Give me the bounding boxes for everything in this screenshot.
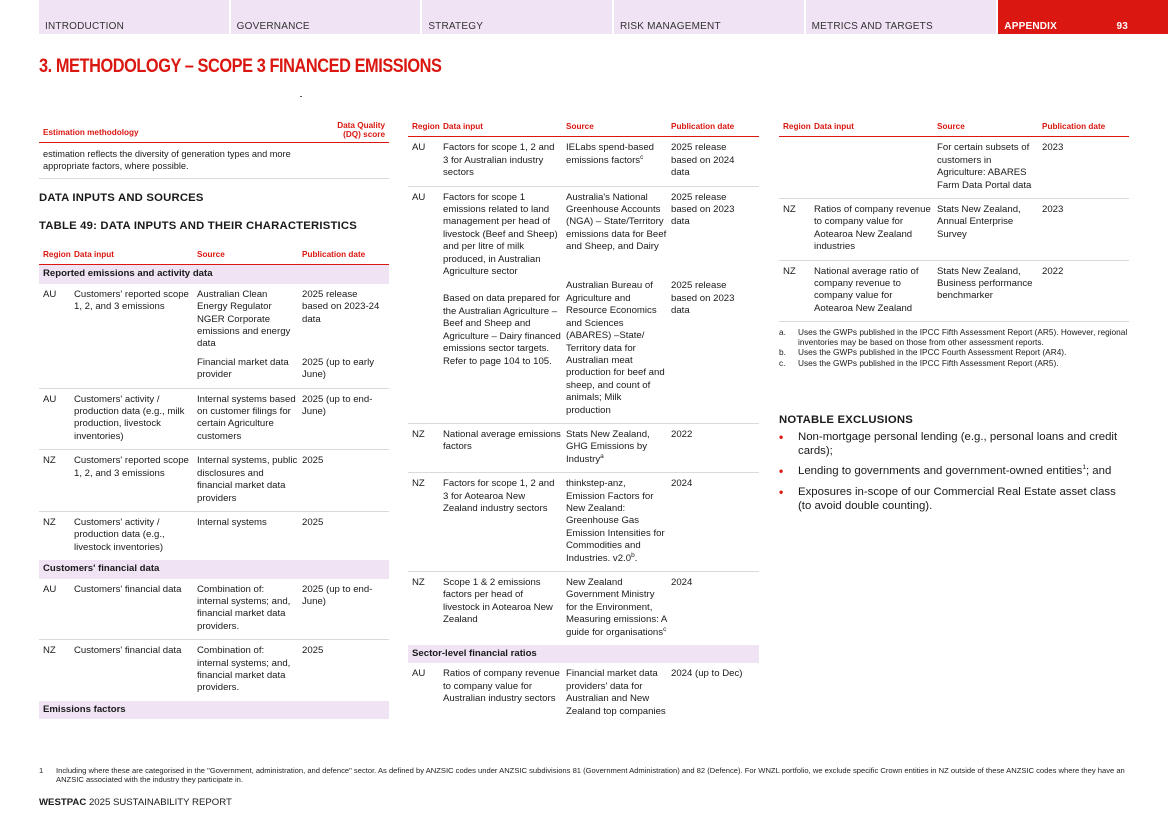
header-source: Source <box>197 250 225 259</box>
page-number: 93 <box>1116 21 1128 32</box>
bullet-icon: • <box>779 430 784 444</box>
section-sector-level-financial-ratios: Sector-level financial ratios <box>408 645 759 663</box>
cell-data-input: Customers' financial data <box>74 583 182 595</box>
bullet-icon: • <box>779 484 784 499</box>
source-footnote-marker: a <box>600 452 604 460</box>
cell-source: Combination of: internal systems; and, financial market data providers. <box>197 583 291 632</box>
note-label: a. <box>779 327 786 337</box>
source-text: Stats New Zealand, GHG Emissions by Industry <box>566 428 650 465</box>
cell-date: 2025 release based on 2023 data <box>671 191 735 228</box>
cell-data-input: Factors for scope 1, 2 and 3 for Australian industry sectors <box>443 142 555 179</box>
cell-data-input: Ratios of company revenue to company value for Australian industry sectors <box>443 668 560 705</box>
cell-date: 2022 <box>1042 265 1064 277</box>
bullet-icon: • <box>779 464 784 479</box>
tab-risk-management[interactable]: RISK MANAGEMENT <box>614 0 804 34</box>
cell-source: Stats New Zealand, Annual Enterprise Survey <box>937 204 1021 240</box>
note-text: Uses the GWPs published in the IPCC Fourth Assessment Report (AR4). <box>798 347 1067 358</box>
source-text: New Zealand Government Ministry for the Environment, Measuring emissions: A guide for organisations <box>566 577 667 638</box>
cell-source: Internal systems <box>197 516 267 528</box>
cell-date: 2024 <box>671 478 693 490</box>
exclusion-text: Exposures in-scope of our Commercial Real Estate asset class (to avoid double counting). <box>798 485 1116 512</box>
source-text: IELabs spend-based emissions factors <box>566 142 655 166</box>
page-footnote <box>39 766 1139 784</box>
note-item <box>779 328 1131 347</box>
cell-date: 2024 (up to Dec) <box>671 668 743 680</box>
cell-date: 2025 (up to end-June) <box>302 583 373 607</box>
source-text: thinkstep-anz, Emission Factors for New Zealand: Greenhouse Gas Emission Intensities for Commodities and Industries. v2.0 <box>566 478 665 564</box>
source-footnote-marker: c <box>640 153 644 161</box>
tab-metrics-and-targets[interactable]: METRICS AND TARGETS <box>806 0 997 34</box>
table-row <box>39 357 389 389</box>
note-text: Uses the GWPs published in the IPCC Fifth Assessment Report (AR5). <box>798 357 1059 368</box>
estimation-text: estimation reflects the diversity of generation types and more appropriate factors, where possible. <box>43 149 291 171</box>
source-tail: . <box>634 552 638 564</box>
table-row <box>39 284 389 357</box>
cell-region: NZ <box>412 428 425 440</box>
cell-source: Australian Bureau of Agriculture and Resource Economics and Sciences (ABARES) –State/ Territory data for Australian meat production for beef and sheep, and count of animals; Milk production <box>566 280 665 416</box>
page-title: 3. METHODOLOGY – SCOPE 3 FINANCED EMISSIONS <box>39 56 442 77</box>
cell-region: AU <box>43 583 57 595</box>
cell-region: AU <box>412 142 426 154</box>
header-estimation-methodology: Estimation methodology <box>43 127 139 137</box>
cell-region: NZ <box>412 577 425 588</box>
data-inputs-table-part1 <box>39 249 389 719</box>
footnote-marker: 1 <box>1082 464 1086 472</box>
list-item <box>779 464 1131 478</box>
header-region: Region <box>412 122 440 131</box>
notable-exclusions-heading: NOTABLE EXCLUSIONS <box>779 414 913 426</box>
table-row <box>779 199 1129 261</box>
cell-region: AU <box>43 393 57 405</box>
cell-date: 2025 <box>302 516 324 528</box>
cell-data-input <box>74 357 197 382</box>
exclusions-list <box>779 430 1131 519</box>
cell-date: 2025 <box>302 645 324 657</box>
table-row <box>39 450 389 512</box>
header-region: Region <box>43 250 71 259</box>
cell-region: NZ <box>43 516 56 528</box>
cell-data-input: Factors for scope 1 emissions related to land management per head of livestock (Beef and Sheep) and per litre of milk produced, in Australian Agriculture sector <box>443 191 558 278</box>
cell-data-input: National average ratio of company revenue to company value for Aotearoa New Zealand <box>814 265 919 314</box>
list-item <box>779 485 1131 513</box>
table-row <box>39 640 389 701</box>
cell-data-input: Factors for scope 1, 2 and 3 for Aotearoa New Zealand industry sectors <box>443 478 555 514</box>
table-row <box>408 473 759 572</box>
cell-data-input: National average emissions factors <box>443 428 561 453</box>
estimation-text-row <box>39 143 389 179</box>
cell-source: Internal systems, public disclosures and financial market data providers <box>197 455 298 504</box>
table-row <box>408 663 759 724</box>
cell-region <box>39 357 74 382</box>
data-inputs-table-part2 <box>408 121 759 724</box>
estimation-methodology-table <box>39 121 389 179</box>
header-source: Source <box>566 122 594 131</box>
cell-source: Australian Clean Energy Regulator NGER Corporate emissions and energy data <box>197 288 291 350</box>
header-data-input: Data input <box>814 122 855 131</box>
table-row <box>39 389 389 451</box>
tab-strategy[interactable]: STRATEGY <box>422 0 612 34</box>
cell-region: NZ <box>43 645 56 657</box>
cell-data-input: Customers' activity / production data (e.g., milk production, livestock inventories) <box>74 393 185 442</box>
top-navigation <box>39 0 1168 34</box>
table-header <box>408 121 759 137</box>
header-publication-date: Publication date <box>302 250 366 259</box>
cell-date: 2025 (up to early June) <box>302 356 374 381</box>
page-footer <box>39 797 232 808</box>
note-item <box>779 359 1131 369</box>
table-49-heading: TABLE 49: DATA INPUTS AND THEIR CHARACTERISTICS <box>39 220 357 232</box>
cell-data-input: Customers' activity / production data (e.g., livestock inventories) <box>74 516 165 553</box>
table-row <box>408 424 759 473</box>
header-publication-date: Publication date <box>1042 122 1106 131</box>
section-emissions-factors: Emissions factors <box>39 701 389 719</box>
cell-source: Combination of: internal systems; and, financial market data providers. <box>197 645 291 694</box>
table-notes <box>779 328 1131 369</box>
cell-source: Stats New Zealand, Business performance benchmarker <box>937 265 1033 302</box>
cell-data-input: Customers' financial data <box>74 645 182 657</box>
exclusion-text: Lending to governments and government-owned entities <box>798 465 1083 478</box>
cell-date: 2025 release based on 2023-24 data <box>302 288 380 325</box>
cell-source: Australia's National Greenhouse Accounts (NGA) – State/Territory emissions data for Beef and Sheep, and Dairy <box>566 191 667 253</box>
footer-title: 2025 SUSTAINABILITY REPORT <box>88 797 232 808</box>
cell-data-input: Ratios of company revenue to company value for Aotearoa New Zealand industries <box>814 204 931 253</box>
table-row <box>779 137 1129 199</box>
cell-data-input: Customers' reported scope 1, 2, and 3 emissions <box>74 455 189 479</box>
tab-introduction[interactable]: INTRODUCTION <box>39 0 229 34</box>
cell-data-input: Scope 1 & 2 emissions factors per head of livestock in Aotearoa New Zealand <box>443 577 553 626</box>
cell-source: Internal systems based on customer filings for certain Agriculture customers <box>197 393 296 442</box>
cell-region <box>408 280 443 416</box>
cell-region: NZ <box>783 265 796 277</box>
header-source: Source <box>937 122 965 131</box>
cell-date: 2022 <box>671 428 693 440</box>
cell-region: NZ <box>783 204 796 216</box>
section-customers-financial-data: Customers' financial data <box>39 560 389 578</box>
table-row <box>408 137 759 186</box>
cell-date: 2024 <box>671 577 693 588</box>
source-footnote-marker: c <box>663 625 667 633</box>
tab-governance[interactable]: GOVERNANCE <box>231 0 421 34</box>
cell-source: For certain subsets of customers in Agriculture: ABARES Farm Data Portal data <box>937 142 1032 191</box>
cell-date: 2023 <box>1042 142 1064 154</box>
footnote-number: 1 <box>39 766 44 775</box>
cell-date: 2025 release based on 2023 data <box>671 280 735 317</box>
note-label: c. <box>779 357 786 368</box>
table-row <box>408 280 759 423</box>
footer-brand: WESTPAC <box>39 797 87 808</box>
table-row <box>779 261 1129 323</box>
cell-data-input: Customers' reported scope 1, 2, and 3 emissions <box>74 288 189 313</box>
data-inputs-heading: DATA INPUTS AND SOURCES <box>39 192 204 204</box>
decorative-dot <box>300 96 302 97</box>
table-row <box>39 579 389 641</box>
estimation-table-header <box>39 121 389 143</box>
cell-source <box>566 577 671 639</box>
note-label: b. <box>779 347 786 358</box>
header-data-input: Data input <box>74 250 115 259</box>
list-item <box>779 430 1131 458</box>
note-item <box>779 348 1131 358</box>
cell-region: AU <box>412 668 426 680</box>
footnote-text: Including where these are categorised in the "Government, administration, and defence" sector. As defined by ANZSIC codes under ANZSIC subdivisions 81 (Government Administration) and 82 (Defence). For WNZL portfolio, we exclude specific Crown entities in NZ outside of these ANZSIC codes where they have an ANZSIC associated with the industry they participate in. <box>56 766 1125 785</box>
cell-date: 2025 (up to end-June) <box>302 393 373 418</box>
table-row <box>39 512 389 560</box>
cell-source <box>566 478 671 565</box>
source-footnote-marker: b <box>631 551 635 559</box>
exclusion-tail: ; and <box>1085 465 1112 478</box>
cell-data-input <box>814 142 937 192</box>
header-data-input: Data input <box>443 122 484 131</box>
note-text: Uses the GWPs published in the IPCC Fifth Assessment Report (AR5). However, regional inventories may be based on those from other assessment reports. <box>798 327 1128 347</box>
cell-region: AU <box>43 288 57 300</box>
exclusion-text: Non-mortgage personal lending (e.g., personal loans and credit cards); <box>798 431 1118 458</box>
cell-source <box>566 429 671 466</box>
table-header <box>779 121 1129 137</box>
header-publication-date: Publication date <box>671 122 735 131</box>
cell-region: NZ <box>43 455 56 467</box>
table-row <box>408 572 759 645</box>
cell-date: 2025 <box>302 455 324 467</box>
table-header <box>39 249 389 265</box>
cell-source: Financial market data providers' data for Australian and New Zealand top companies <box>566 668 666 717</box>
cell-source <box>566 142 671 179</box>
cell-region: NZ <box>412 478 425 490</box>
tab-appendix[interactable] <box>998 0 1168 34</box>
tab-appendix-label: APPENDIX <box>1004 21 1058 32</box>
data-inputs-table-part3 <box>779 121 1129 322</box>
cell-region <box>779 142 814 192</box>
header-dq-score: Data Quality (DQ) score <box>337 121 385 139</box>
cell-region: AU <box>412 191 426 203</box>
cell-data-input: Based on data prepared for the Australian Agriculture – Beef and Sheep and Agriculture – Dairy financed emissions sector targets. Refer to page 104 to 105. <box>443 293 561 367</box>
cell-date: 2025 release based on 2024 data <box>671 142 735 179</box>
cell-source: Financial market data provider <box>197 356 289 381</box>
section-reported-emissions: Reported emissions and activity data <box>39 265 389 283</box>
cell-date: 2023 <box>1042 204 1064 216</box>
table-row <box>408 187 759 281</box>
header-region: Region <box>783 122 811 131</box>
